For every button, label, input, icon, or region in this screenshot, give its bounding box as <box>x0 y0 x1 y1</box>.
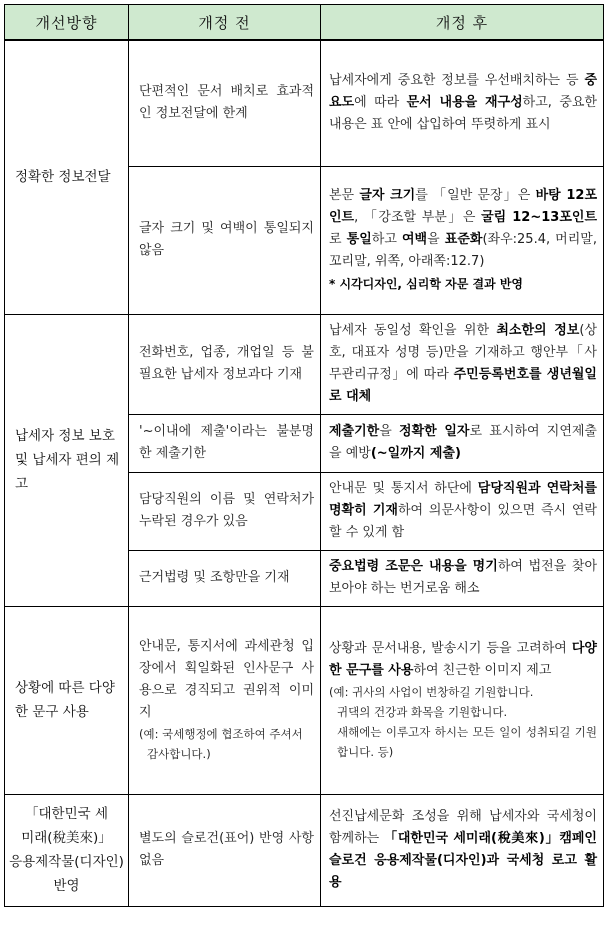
category-privacy: 납세자 정보 보호 및 납세자 편의 제고 <box>5 314 129 606</box>
after-cell: 납세자에게 중요한 정보를 우선배치하는 등 중요도에 따라 문서 내용을 재구성하고, 중요한 내용은 표 안에 삽입하여 뚜렷하게 표시 <box>321 40 604 166</box>
before-cell: 글자 크기 및 여백이 통일되지 않음 <box>129 166 321 314</box>
before-cell: 전화번호, 업종, 개업일 등 불필요한 납세자 정보과다 기재 <box>129 314 321 414</box>
after-cell: 납세자 동일성 확인을 위한 최소한의 정보(상호, 대표자 성명 등)만을 기재하고 행안부「사무관리규정」에 따라 주민등록번호를 생년월일로 대체 <box>321 314 604 414</box>
after-cell: 본문 글자 크기를 「일반 문장」은 바탕 12포인트, 「강조할 부분」은 굴림 12~13포인트로 통일하고 여백을 표준화(좌우:25.4, 머리말, 꼬리말, 위쪽, 아래쪽:12.7) * 시각디자인, 심리학 자문 결과 반영 <box>321 166 604 314</box>
after-cell: 상황과 문서내용, 발송시기 등을 고려하여 다양한 문구를 사용하여 친근한 이미지 제고 (예: 귀사의 사업이 번창하길 기원합니다. 귀댁의 건강과 화목을 기원합니다. 새해에는 이루고자 하시는 모든 일이 성취되길 기원합니다. 등) <box>321 606 604 794</box>
improvement-table <box>4 4 604 907</box>
before-cell: 별도의 슬로건(표어) 반영 사항 없음 <box>129 794 321 906</box>
after-cell: 제출기한을 정확한 일자로 표시하여 지연제출을 예방(~일까지 제출) <box>321 414 604 472</box>
after-cell: 선진납세문화 조성을 위해 납세자와 국세청이 함께하는 「대한민국 세미래(稅美來)」캠페인 슬로건 응용제작물(디자인)과 국세청 로고 활용 <box>321 794 604 906</box>
table-row <box>5 40 604 166</box>
before-cell: 근거법령 및 조항만을 기재 <box>129 550 321 606</box>
before-cell: '~이내에 제출'이라는 불분명한 제출기한 <box>129 414 321 472</box>
before-cell: 안내문, 통지서에 과세관청 입장에서 획일화된 인사문구 사용으로 경직되고 권위적 이미지 (예: 국세행정에 협조하여 주셔서 감사합니다.) <box>129 606 321 794</box>
header-before: 개정 전 <box>129 5 321 41</box>
header-after: 개정 후 <box>321 5 604 41</box>
header-direction: 개선방향 <box>5 5 129 41</box>
example-note: (예: 귀사의 사업이 번창하길 기원합니다. 귀댁의 건강과 화목을 기원합니다. 새해에는 이루고자 하시는 모든 일이 성취되길 기원합니다. 등) <box>329 685 597 759</box>
table-row <box>5 606 604 794</box>
after-cell: 중요법령 조문은 내용을 명기하여 법전을 찾아보아야 하는 번거로움 해소 <box>321 550 604 606</box>
after-cell: 안내문 및 통지서 하단에 담당직원과 연락처를 명확히 기재하여 의문사항이 있으면 즉시 연락할 수 있게 함 <box>321 472 604 550</box>
footnote: * 시각디자인, 심리학 자문 결과 반영 <box>329 276 524 291</box>
category-design: 「대한민국 세 미래(稅美來)」 응용제작물(디자인) 반영 <box>5 794 129 906</box>
before-cell: 담당직원의 이름 및 연락처가 누락된 경우가 있음 <box>129 472 321 550</box>
category-phrases: 상황에 따른 다양한 문구 사용 <box>5 606 129 794</box>
example-note: (예: 국세행정에 협조하여 주셔서 감사합니다.) <box>139 727 303 761</box>
table-row <box>5 314 604 414</box>
table-row <box>5 794 604 906</box>
before-cell: 단편적인 문서 배치로 효과적인 정보전달에 한계 <box>129 40 321 166</box>
category-accurate: 정확한 정보전달 <box>5 40 129 314</box>
header-row <box>5 5 604 41</box>
